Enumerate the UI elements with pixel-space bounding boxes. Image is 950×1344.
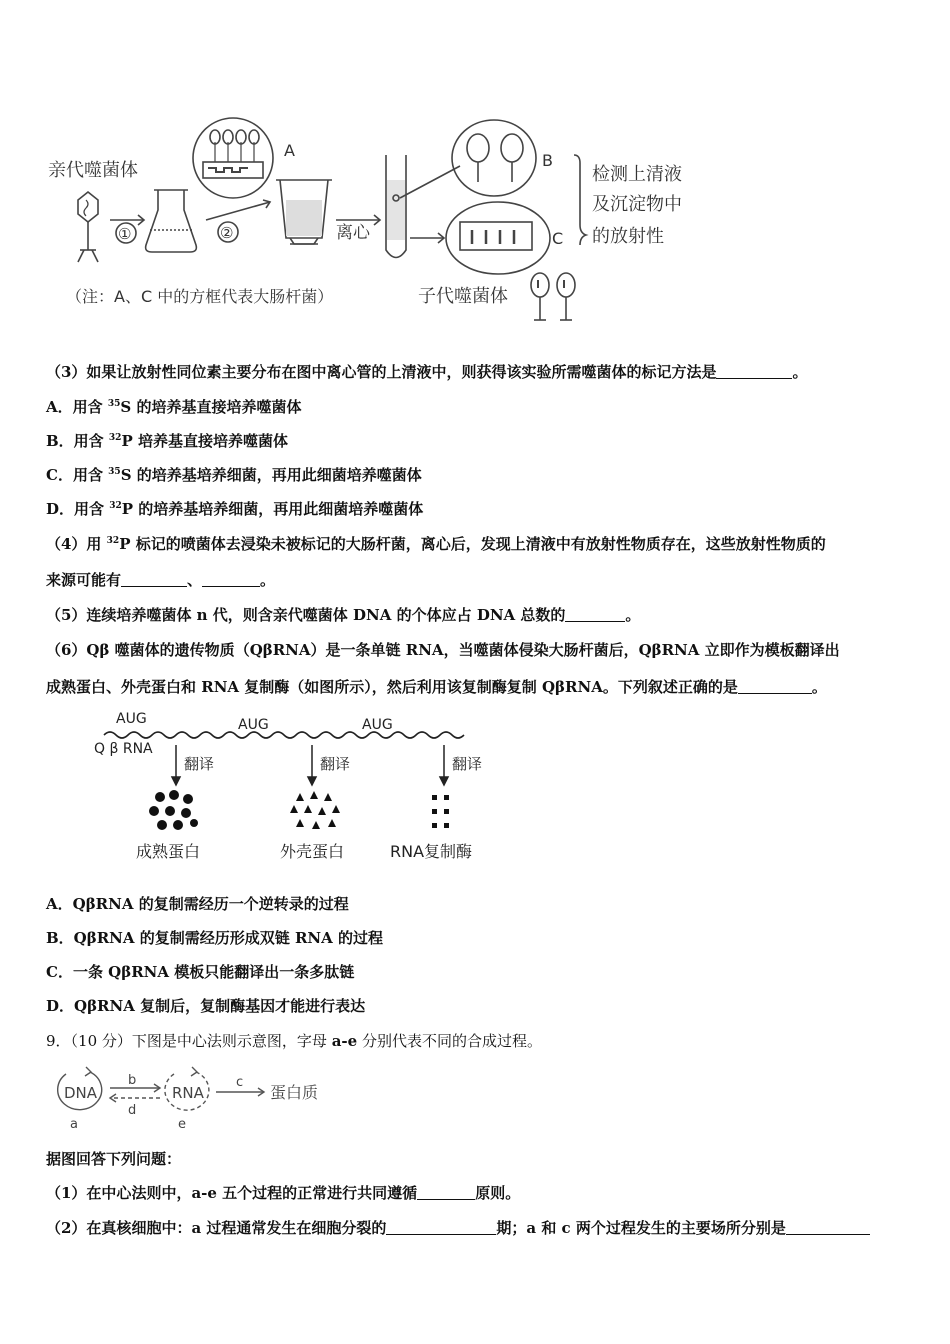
q4-line-2: 来源可能有 、 。 bbox=[46, 571, 276, 589]
q3-stem: （3）如果让放射性同位素主要分布在图中离心管的上清液中，则获得该实验所需噬菌体的标记方法是 。 bbox=[46, 363, 808, 381]
q3-option-b[interactable]: B．用含 $^{32}$P 培养基直接培养噬菌体 bbox=[46, 432, 288, 450]
q3-option-a[interactable]: A．用含 $^{35}$S 的培养基直接培养噬菌体 bbox=[46, 398, 302, 416]
rna-label: Q β RNA bbox=[94, 741, 153, 757]
beaker-icon bbox=[276, 180, 332, 244]
circle-c-precipitate bbox=[446, 202, 550, 274]
codon-3: AUG bbox=[362, 717, 393, 733]
circle-a-infection bbox=[193, 118, 273, 198]
label-c: C bbox=[552, 229, 564, 248]
detect-line-2: 及沉淀物中 bbox=[592, 194, 682, 215]
step-1-label: ① bbox=[118, 225, 132, 243]
label-a: a bbox=[70, 1117, 78, 1132]
q4-blank-2[interactable] bbox=[202, 574, 260, 587]
q9-2-blank-1[interactable] bbox=[386, 1222, 496, 1235]
q9-stem: 9．（10 分）下图是中心法则示意图，字母 a-e 分别代表不同的合成过程。 bbox=[46, 1032, 542, 1050]
protein-label: 蛋白质 bbox=[270, 1083, 319, 1102]
q6-option-c[interactable]: C．一条 QβRNA 模板只能翻译出一条多肽链 bbox=[46, 963, 355, 981]
product-coat-protein: 外壳蛋白 bbox=[280, 842, 345, 861]
translate-label-3: 翻译 bbox=[452, 755, 483, 773]
q9-2-blank-2[interactable] bbox=[786, 1222, 870, 1235]
centrifuge-label: 离心 bbox=[336, 223, 370, 243]
q4-blank-1[interactable] bbox=[121, 574, 187, 587]
q9-1-line: （1）在中心法则中，a-e 五个过程的正常进行共同遵循 原则。 bbox=[46, 1184, 521, 1202]
label-e: e bbox=[178, 1117, 186, 1132]
arrow-2 bbox=[206, 202, 270, 220]
rna-replicase-icon bbox=[432, 795, 449, 828]
flask-icon bbox=[146, 190, 197, 252]
label-d: d bbox=[128, 1103, 137, 1118]
q9-1-blank[interactable] bbox=[417, 1187, 475, 1200]
product-rna-replicase: RNA复制酶 bbox=[390, 842, 473, 861]
q6-blank[interactable] bbox=[738, 681, 812, 694]
label-b: B bbox=[542, 151, 553, 170]
q3-answer-blank[interactable] bbox=[716, 366, 792, 379]
child-phage-label: 子代噬菌体 bbox=[418, 286, 508, 307]
parent-phage-icon bbox=[78, 192, 98, 262]
q6-line-2: 成熟蛋白、外壳蛋白和 RNA 复制酶（如图所示），然后利用该复制酶复制 QβRNA。下列叙述正确的是 。 bbox=[46, 678, 827, 696]
rna-strand bbox=[104, 732, 464, 738]
step-2-label: ② bbox=[220, 224, 234, 242]
mature-protein-icon bbox=[149, 790, 198, 830]
test-tube-icon bbox=[386, 155, 406, 258]
figure-note: （注：A、C 中的方框代表大肠杆菌） bbox=[66, 287, 334, 306]
q5-line: （5）连续培养噬菌体 n 代，则含亲代噬菌体 DNA 的个体应占 DNA 总数的 。 bbox=[46, 606, 641, 624]
qbeta-rna-figure bbox=[90, 705, 520, 870]
q6-option-b[interactable]: B．QβRNA 的复制需经历形成双链 RNA 的过程 bbox=[46, 929, 384, 947]
q3-option-d[interactable]: D．用含 $^{32}$P 的培养基培养细菌，再用此细菌培养噬菌体 bbox=[46, 500, 424, 518]
product-mature-protein: 成熟蛋白 bbox=[136, 842, 201, 861]
q3-option-c[interactable]: C．用含 $^{35}$S 的培养基培养细菌，再用此细菌培养噬菌体 bbox=[46, 466, 422, 484]
parent-phage-label: 亲代噬菌体 bbox=[48, 160, 138, 181]
answer-intro: 据图回答下列问题： bbox=[46, 1150, 182, 1168]
codon-1: AUG bbox=[116, 711, 147, 727]
label-b: b bbox=[128, 1073, 137, 1088]
q6-option-a[interactable]: A．QβRNA 的复制需经历一个逆转录的过程 bbox=[46, 895, 349, 913]
q9-2-line: （2）在真核细胞中：a 过程通常发生在细胞分裂的 期；a 和 c 两个过程发生的主要场所分别是 bbox=[46, 1217, 870, 1238]
bracket bbox=[574, 155, 586, 245]
rna-label: RNA bbox=[172, 1084, 204, 1102]
circle-b-supernatant bbox=[452, 120, 536, 196]
q6-line-1: （6）Qβ 噬菌体的遗传物质（QβRNA）是一条单链 RNA，当噬菌体侵染大肠杆菌后，QβRNA 立即作为模板翻译出 bbox=[46, 641, 840, 659]
detect-line-1: 检测上清液 bbox=[592, 164, 682, 185]
central-dogma-figure bbox=[46, 1062, 346, 1132]
q6-option-d[interactable]: D．QβRNA 复制后，复制酶基因才能进行表达 bbox=[46, 997, 366, 1015]
coat-protein-icon bbox=[290, 791, 340, 829]
phage-experiment-figure bbox=[40, 110, 720, 332]
dna-label: DNA bbox=[64, 1084, 98, 1102]
q4-line-1: （4）用 $^{32}$P 标记的喷菌体去浸染未被标记的大肠杆菌，离心后，发现上清液中有放射性物质存在，这些放射性物质的 bbox=[46, 535, 826, 553]
detect-line-3: 的放射性 bbox=[592, 226, 664, 247]
translate-label-2: 翻译 bbox=[320, 755, 351, 773]
q5-blank[interactable] bbox=[565, 609, 625, 622]
label-c: c bbox=[236, 1075, 244, 1090]
translate-label-1: 翻译 bbox=[184, 755, 215, 773]
codon-2: AUG bbox=[238, 717, 269, 733]
label-a: A bbox=[284, 141, 295, 160]
child-phage-icon bbox=[531, 273, 575, 320]
